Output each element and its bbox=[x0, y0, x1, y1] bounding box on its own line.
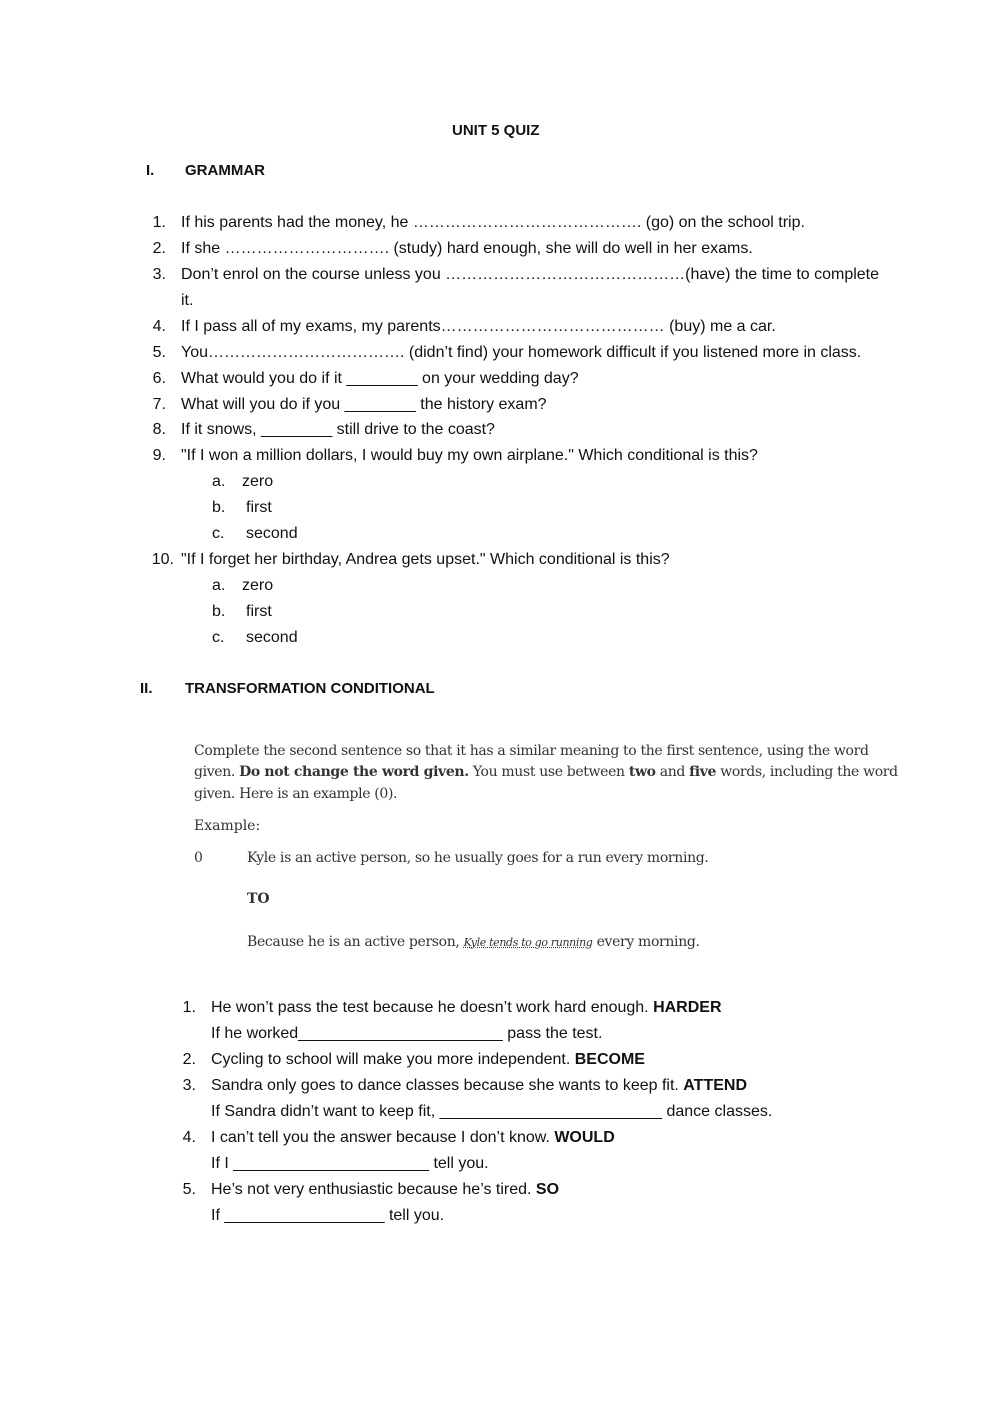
option-letter: a. bbox=[212, 473, 226, 490]
question-number: 8. bbox=[152, 421, 166, 438]
question-text: You………………………………. (didn’t find) your homework difficult if you listened more in class. bbox=[181, 344, 862, 361]
option-text: second bbox=[246, 629, 298, 646]
instructions-fragment: words, including the word bbox=[716, 764, 898, 780]
answer-line: If __________________ tell you. bbox=[211, 1207, 445, 1224]
example-answer-prefix: Because he is an active person, bbox=[247, 934, 464, 950]
question-number: 2. bbox=[182, 1051, 196, 1068]
question-number: 6. bbox=[152, 370, 166, 387]
question-text: What will you do if you ________ the history exam? bbox=[181, 396, 547, 413]
instructions-line: given. Here is an example (0). bbox=[194, 786, 398, 802]
option-text: first bbox=[246, 499, 272, 516]
question-text: If his parents had the money, he ……………………………………. (go) on the school trip. bbox=[181, 214, 805, 231]
option-item bbox=[212, 469, 274, 495]
keyword: BECOME bbox=[574, 1051, 645, 1068]
instructions-emphasis: two bbox=[628, 764, 656, 780]
section-heading-transformation: TRANSFORMATION CONDITIONAL bbox=[185, 680, 435, 697]
option-text: zero bbox=[242, 473, 274, 490]
example-marker: 0 bbox=[194, 850, 203, 866]
option-letter: c. bbox=[212, 629, 225, 646]
option-item bbox=[212, 599, 272, 625]
instructions-line: Complete the second sentence so that it has a similar meaning to the first sentence, using the word bbox=[194, 743, 869, 759]
option-letter: b. bbox=[212, 499, 226, 516]
option-item bbox=[212, 625, 298, 651]
question-text: "If I forget her birthday, Andrea gets upset." Which conditional is this? bbox=[181, 551, 670, 568]
question-text: I can’t tell you the answer because I don’t know. bbox=[211, 1129, 555, 1146]
question-text: If it snows, ________ still drive to the coast? bbox=[181, 421, 495, 438]
section-numeral: I. bbox=[146, 162, 155, 179]
keyword: SO bbox=[535, 1181, 560, 1198]
question-text: He’s not very enthusiastic because he’s tired. bbox=[211, 1181, 536, 1198]
instructions-fragment: given. bbox=[194, 764, 240, 780]
example-keyword: TO bbox=[247, 891, 270, 907]
question-number: 3. bbox=[152, 266, 166, 283]
question-text: If I pass all of my exams, my parents…………………………………… (buy) me a car. bbox=[181, 318, 776, 335]
page-title: UNIT 5 QUIZ bbox=[452, 122, 540, 139]
example-answer-suffix: every morning. bbox=[592, 934, 700, 950]
section-numeral: II. bbox=[140, 680, 153, 697]
instructions-emphasis: Do not change the word given. bbox=[239, 764, 469, 780]
example-answer: Kyle tends to go running bbox=[463, 936, 593, 949]
question-number: 2. bbox=[152, 240, 166, 257]
question-number: 7. bbox=[152, 396, 166, 413]
instructions-emphasis: five bbox=[689, 764, 717, 780]
question-number: 1. bbox=[182, 999, 196, 1016]
question-text: If she …………………………. (study) hard enough, she will do well in her exams. bbox=[181, 240, 753, 257]
option-text: first bbox=[246, 603, 272, 620]
example-sentence: Kyle is an active person, so he usually goes for a run every morning. bbox=[247, 850, 709, 866]
example-label: Example: bbox=[194, 818, 261, 834]
question-number: 5. bbox=[152, 344, 166, 361]
question-text-continued: it. bbox=[181, 292, 194, 309]
question-text: Sandra only goes to dance classes because she wants to keep fit. bbox=[211, 1077, 684, 1094]
instructions-fragment: You must use between bbox=[468, 764, 629, 780]
answer-line: If I ______________________ tell you. bbox=[211, 1155, 489, 1172]
option-letter: c. bbox=[212, 525, 225, 542]
option-text: zero bbox=[242, 577, 274, 594]
instructions-line bbox=[194, 764, 898, 780]
question-number: 5. bbox=[182, 1181, 196, 1198]
question-number: 4. bbox=[182, 1129, 196, 1146]
answer-line: If he worked_______________________ pass the test. bbox=[211, 1025, 603, 1042]
question-number: 9. bbox=[152, 447, 166, 464]
keyword: WOULD bbox=[554, 1129, 615, 1146]
question-number: 10. bbox=[151, 551, 174, 568]
question-text: He won’t pass the test because he doesn’t work hard enough. bbox=[211, 999, 654, 1016]
question-text: "If I won a million dollars, I would buy my own airplane." Which conditional is this? bbox=[181, 447, 758, 464]
question-number: 3. bbox=[182, 1077, 196, 1094]
instructions-fragment: and bbox=[655, 764, 690, 780]
example-answer-line bbox=[247, 934, 700, 950]
answer-line: If Sandra didn’t want to keep fit, _________________________ dance classes. bbox=[211, 1103, 773, 1120]
section-heading-grammar: GRAMMAR bbox=[185, 162, 265, 179]
question-number: 4. bbox=[152, 318, 166, 335]
question-text: What would you do if it ________ on your wedding day? bbox=[181, 370, 579, 387]
option-item bbox=[212, 521, 298, 547]
keyword: ATTEND bbox=[683, 1077, 747, 1094]
option-item bbox=[212, 495, 272, 521]
option-letter: a. bbox=[212, 577, 226, 594]
question-text: Don’t enrol on the course unless you ………………………………………(have) the time to complete bbox=[181, 266, 880, 283]
option-letter: b. bbox=[212, 603, 226, 620]
keyword: HARDER bbox=[653, 999, 722, 1016]
question-text: Cycling to school will make you more independent. bbox=[211, 1051, 575, 1068]
option-text: second bbox=[246, 525, 298, 542]
option-item bbox=[212, 573, 274, 599]
question-number: 1. bbox=[152, 214, 166, 231]
